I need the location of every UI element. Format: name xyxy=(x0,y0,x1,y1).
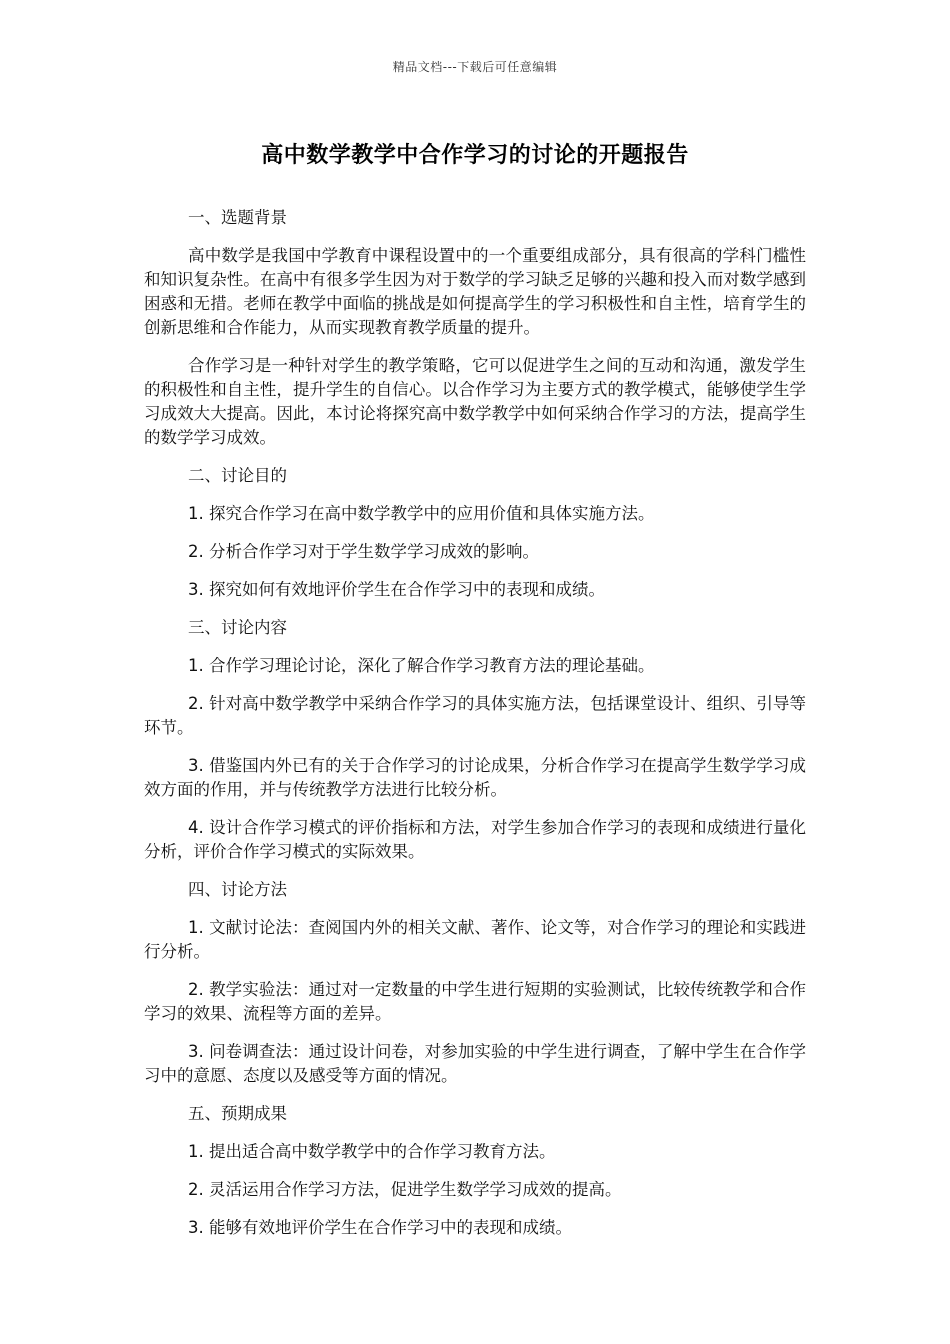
list-item: 2. 教学实验法：通过对一定数量的中学生进行短期的实验测试，比较传统教学和合作学习的效果、流程等方面的差异。 xyxy=(144,980,806,1023)
document-body xyxy=(144,206,806,1254)
header-note: 精品文档---下载后可任意编辑 xyxy=(392,60,558,74)
list-item: 4. 设计合作学习模式的评价指标和方法，对学生参加合作学习的表现和成绩进行量化分析，评价合作学习模式的实际效果。 xyxy=(144,818,806,861)
list-item: 1. 合作学习理论讨论，深化了解合作学习教育方法的理论基础。 xyxy=(188,656,655,675)
paragraph: 高中数学是我国中学教育中课程设置中的一个重要组成部分，具有很高的学科门槛性和知识复杂性。在高中有很多学生因为对于数学的学习缺乏足够的兴趣和投入而对数学感到困惑和无措。老师在教学中面临的挑战是如何提高学生的学习积极性和自主性，培育学生的创新思维和合作能力，从而实现教育教学质量的提升。 xyxy=(144,246,806,337)
list-item: 2. 灵活运用合作学习方法，促进学生数学学习成效的提高。 xyxy=(188,1180,622,1199)
section-heading-background: 一、选题背景 xyxy=(188,208,287,227)
list-item: 2. 分析合作学习对于学生数学学习成效的影响。 xyxy=(188,542,539,561)
section-heading-expected-results: 五、预期成果 xyxy=(188,1104,287,1123)
document-title: 高中数学教学中合作学习的讨论的开题报告 xyxy=(261,143,689,168)
paragraph: 合作学习是一种针对学生的教学策略，它可以促进学生之间的互动和沟通，激发学生的积极性和自主性，提升学生的自信心。以合作学习为主要方式的教学模式，能够使学生学习成效大大提高。因此，本讨论将探究高中数学教学中如何采纳合作学习的方法，提高学生的数学学习成效。 xyxy=(144,356,806,447)
list-item: 1. 提出适合高中数学教学中的合作学习教育方法。 xyxy=(188,1142,556,1161)
list-item: 3. 问卷调查法：通过设计问卷，对参加实验的中学生进行调查，了解中学生在合作学习中的意愿、态度以及感受等方面的情况。 xyxy=(144,1042,806,1085)
section-heading-methods: 四、讨论方法 xyxy=(188,880,287,899)
section-heading-content: 三、讨论内容 xyxy=(188,618,287,637)
list-item: 2. 针对高中数学教学中采纳合作学习的具体实施方法，包括课堂设计、组织、引导等环节。 xyxy=(144,694,806,737)
section-heading-purpose: 二、讨论目的 xyxy=(188,466,287,485)
list-item: 1. 探究合作学习在高中数学教学中的应用价值和具体实施方法。 xyxy=(188,504,655,523)
list-item: 1. 文献讨论法：查阅国内外的相关文献、著作、论文等，对合作学习的理论和实践进行分析。 xyxy=(144,918,806,961)
list-item: 3. 借鉴国内外已有的关于合作学习的讨论成果，分析合作学习在提高学生数学学习成效方面的作用，并与传统教学方法进行比较分析。 xyxy=(144,756,806,799)
list-item: 3. 探究如何有效地评价学生在合作学习中的表现和成绩。 xyxy=(188,580,605,599)
list-item: 3. 能够有效地评价学生在合作学习中的表现和成绩。 xyxy=(188,1218,572,1237)
